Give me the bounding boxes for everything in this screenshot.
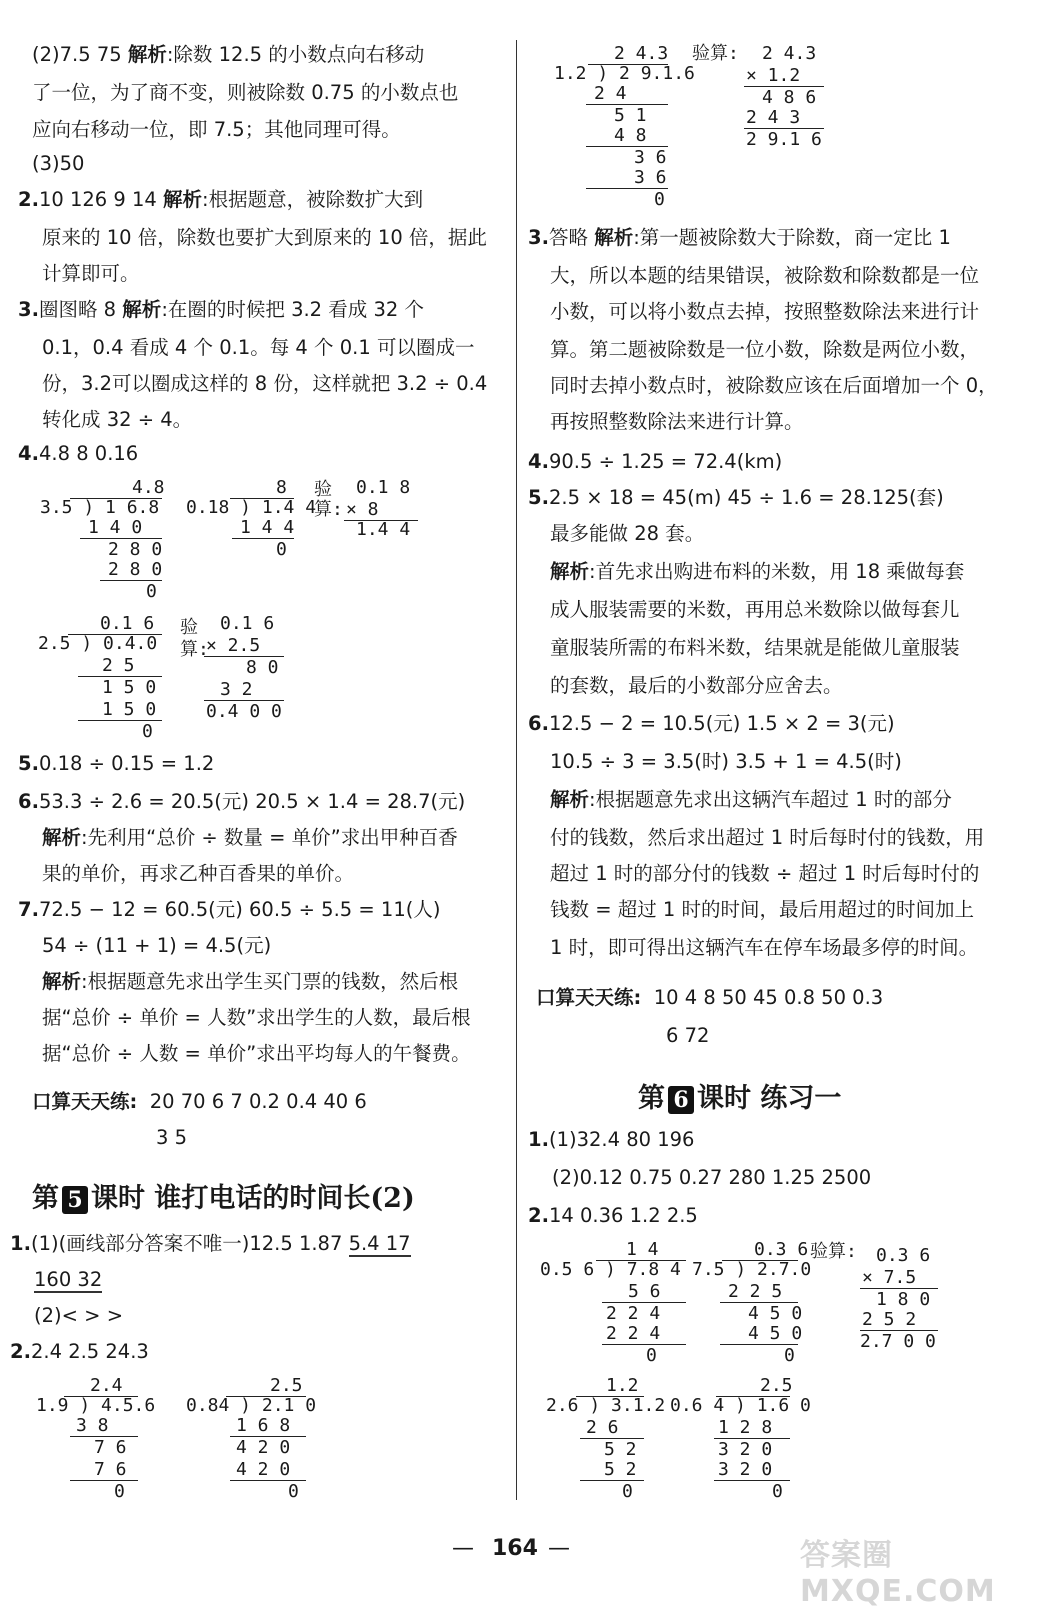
question-7: 7.72.5 − 12 = 60.5(元) 60.5 ÷ 5.5 = 11(人) [18, 898, 441, 921]
remainder: 0 [622, 1481, 633, 1502]
question-4: 4.4.8 8 0.16 [18, 442, 139, 465]
answer-line: (2)7.5 75 解析:除数 12.5 的小数点向右移动 [32, 43, 425, 66]
dividend: 0.18 ) 1.4 4 [186, 497, 317, 518]
check-line: × 8 [346, 499, 379, 520]
remainder: 0 [772, 1481, 783, 1502]
answer-line: (2)< > > [34, 1304, 124, 1327]
answer-line: 超过 1 时的部分付的钱数 ÷ 超过 1 时后每时付的 [550, 862, 980, 885]
answer-line: 54 ÷ (11 + 1) = 4.5(元) [42, 934, 272, 957]
answer-line: (2)0.12 0.75 0.27 280 1.25 2500 [552, 1166, 872, 1189]
answer-line: 付的钱数，然后求出超过 1 时后每时付的钱数，用 [550, 826, 985, 849]
dividend: 0.6 4 ) 1.6 0 [670, 1395, 811, 1416]
answer-line: 童服装所需的布料米数，结果就是能做儿童服装 [550, 636, 960, 659]
check-label: 验算: [692, 43, 739, 64]
check-line: × 1.2 [746, 65, 801, 86]
dividend: 7.5 ) 2.7.0 [692, 1259, 812, 1280]
step: 1 5 0 [102, 699, 157, 720]
check-line: 2 9.1 6 [746, 129, 822, 150]
check-line: 2 5 2 [862, 1309, 917, 1330]
step: 2 2 5 [728, 1281, 783, 1302]
answer-line: 解析:根据题意先求出这辆汽车超过 1 时的部分 [550, 788, 952, 811]
answer-line: 了一位，为了商不变，则被除数 0.75 的小数点也 [32, 81, 459, 104]
answer-line: 据“总价 ÷ 人数 = 单价”求出平均每人的午餐费。 [42, 1042, 471, 1065]
answer-line: 10.5 ÷ 3 = 3.5(时) 3.5 + 1 = 4.5(时) [550, 750, 902, 773]
check-line: 2.7 0 0 [860, 1331, 936, 1352]
lesson-number-badge: 5 [62, 1186, 88, 1214]
step: 1 5 0 [102, 677, 157, 698]
dividend: 0.5 6 ) 7.8 4 [540, 1259, 681, 1280]
dividend: 0.84 ) 2.1 0 [186, 1395, 317, 1416]
answer-line: 算。第二题被除数是一位小数，除数是两位小数， [550, 338, 980, 361]
step: 2 2 4 [606, 1303, 661, 1324]
remainder: 0 [654, 189, 665, 210]
remainder: 0 [142, 721, 153, 742]
section-question-1: 1.(1)(画线部分答案不唯一)12.5 1.87 5.4 17 [10, 1232, 411, 1255]
check-line: 2 4 3 [746, 107, 801, 128]
check-label: 验 [180, 617, 198, 638]
question-6: 6.12.5 − 2 = 10.5(元) 1.5 × 2 = 3(元) [528, 712, 895, 735]
question-6: 6.53.3 ÷ 2.6 = 20.5(元) 20.5 × 1.4 = 28.7(元) [18, 790, 466, 813]
remainder: 0 [784, 1345, 795, 1366]
answer-line: 的套数，最后的小数部分应舍去。 [550, 674, 843, 697]
question-3: 3.圈图略 8 解析:在圈的时候把 3.2 看成 32 个 [18, 298, 425, 321]
remainder: 0 [114, 1481, 125, 1502]
check-line: × 2.5 [206, 635, 261, 656]
check-line: 8 0 [246, 657, 279, 678]
check-line: 1.4 4 [356, 519, 411, 540]
dividend: 2.5 ) 0.4.0 [38, 633, 158, 654]
step: 2 5 [102, 655, 135, 676]
check-line: 1 8 0 [876, 1289, 931, 1310]
watermark: 答案圈 MXQE.COM [800, 1538, 996, 1609]
question-3: 3.答略 解析:第一题被除数大于除数，商一定比 1 [528, 226, 951, 249]
remainder: 0 [288, 1481, 299, 1502]
quotient: 1 4 [626, 1239, 659, 1260]
page-number: 164 [492, 1536, 538, 1561]
check-line: × 7.5 [862, 1267, 917, 1288]
quotient: 2 4.3 [614, 43, 669, 64]
quotient: 4.8 [132, 477, 165, 498]
remainder: 0 [276, 539, 287, 560]
check-label: 验 [314, 479, 332, 500]
mental-math: 6 72 [666, 1024, 710, 1047]
answer-line: 份，3.2可以圈成这样的 8 份，这样就把 3.2 ÷ 0.4 [42, 372, 488, 395]
quotient: 0.3 6 [754, 1239, 809, 1260]
question-5: 5.0.18 ÷ 0.15 = 1.2 [18, 752, 215, 775]
section-heading: 第 5 课时 谁打电话的时间长(2) [32, 1183, 415, 1214]
answer-line: 转化成 32 ÷ 4。 [42, 408, 193, 431]
check-line: 0.1 8 [356, 477, 411, 498]
section-heading: 第 6 课时 练习一 [638, 1083, 842, 1114]
answer-line: 应向右移动一位，即 7.5；其他同理可得。 [32, 118, 401, 141]
answer-line: 1 时，即可得出这辆汽车在停车场最多停的时间。 [550, 936, 979, 959]
answer-line: 大，所以本题的结果错误，被除数和除数都是一位 [550, 264, 980, 287]
section-question-1: 1.(1)32.4 80 196 [528, 1128, 695, 1151]
step: 5 1 [614, 105, 647, 126]
mental-math: 3 5 [156, 1126, 188, 1149]
answer-line: 解析:根据题意先求出学生买门票的钱数，然后根 [42, 970, 459, 993]
step: 3 6 [634, 147, 667, 168]
check-line: 2 4.3 [762, 43, 817, 64]
step: 1 2 8 [718, 1417, 773, 1438]
dividend: 1.2 ) 2 9.1.6 [554, 63, 695, 84]
check-line: 4 8 6 [762, 87, 817, 108]
step: 1 4 0 [88, 517, 143, 538]
check-line: 3 2 [220, 679, 253, 700]
answer-line: 成人服装需要的米数，再用总米数除以做每套儿 [550, 598, 960, 621]
remainder: 0 [646, 1345, 657, 1366]
answer-line: 0.1，0.4 看成 4 个 0.1。每 4 个 0.1 可以圈成一 [42, 336, 475, 359]
step: 2 8 0 [108, 539, 163, 560]
page-number-dash: — [548, 1536, 570, 1561]
answer-line: 原来的 10 倍，除数也要扩大到原来的 10 倍，据此 [42, 226, 487, 249]
dividend: 2.6 ) 3.1.2 [546, 1395, 666, 1416]
quotient: 2.4 [90, 1375, 123, 1396]
step: 4 2 0 [236, 1459, 291, 1480]
step: 2 6 [586, 1417, 619, 1438]
step: 4 8 [614, 125, 647, 146]
section-question-2: 2.2.4 2.5 24.3 [10, 1340, 149, 1363]
answer-line: 160 32 [34, 1268, 103, 1291]
answer-line: 最多能做 28 套。 [550, 522, 705, 545]
page-number-dash: — [452, 1536, 474, 1561]
step: 5 6 [628, 1281, 661, 1302]
step: 5 2 [604, 1439, 637, 1460]
step: 2 8 0 [108, 559, 163, 580]
mental-math: 口算天天练: 20 70 6 7 0.2 0.4 40 6 [32, 1090, 367, 1113]
step: 3 2 0 [718, 1439, 773, 1460]
answer-line: 同时去掉小数点时，被除数应该在后面增加一个 0， [550, 374, 998, 397]
quotient: 0.1 6 [100, 613, 155, 634]
quotient: 2.5 [270, 1375, 303, 1396]
remainder: 0 [146, 581, 157, 602]
step: 4 5 0 [748, 1303, 803, 1324]
step: 2 4 [594, 83, 627, 104]
question-2: 2.10 126 9 14 解析:根据题意，被除数扩大到 [18, 188, 424, 211]
answer-line: 再按照整数除法来进行计算。 [550, 410, 804, 433]
quotient: 1.2 [606, 1375, 639, 1396]
check-line: 0.4 0 0 [206, 701, 282, 722]
mental-math: 口算天天练: 10 4 8 50 45 0.8 50 0.3 [536, 986, 884, 1009]
lesson-number-badge: 6 [668, 1086, 694, 1114]
question-5: 5.2.5 × 18 = 45(m) 45 ÷ 1.6 = 28.125(套) [528, 486, 944, 509]
column-divider [516, 40, 517, 1500]
step: 3 6 [634, 167, 667, 188]
check-line: 0.1 6 [220, 613, 275, 634]
section-question-2: 2.14 0.36 1.2 2.5 [528, 1204, 698, 1227]
dividend: 1.9 ) 4.5.6 [36, 1395, 156, 1416]
check-label: 算: [314, 499, 343, 520]
quotient: 2.5 [760, 1375, 793, 1396]
answer-line: 小数，可以将小数点去掉，按照整数除法来进行计 [550, 300, 980, 323]
answer-line: 计算即可。 [42, 262, 140, 285]
step: 1 6 8 [236, 1415, 291, 1436]
step: 7 6 [94, 1437, 127, 1458]
step: 2 2 4 [606, 1323, 661, 1344]
step: 1 4 4 [240, 517, 295, 538]
question-4: 4.90.5 ÷ 1.25 = 72.4(km) [528, 450, 783, 473]
check-label: 验算: [810, 1241, 857, 1262]
answer-line: 钱数 = 超过 1 时的时间，最后用超过的时间加上 [550, 898, 975, 921]
answer-line: (3)50 [32, 152, 85, 175]
answer-line: 解析:先利用“总价 ÷ 数量 = 单价”求出甲种百香 [42, 826, 458, 849]
dividend: 3.5 ) 1 6.8 [40, 497, 160, 518]
step: 4 5 0 [748, 1323, 803, 1344]
quotient: 8 [276, 477, 287, 498]
step: 3 8 [76, 1415, 109, 1436]
step: 4 2 0 [236, 1437, 291, 1458]
step: 3 2 0 [718, 1459, 773, 1480]
step: 5 2 [604, 1459, 637, 1480]
answer-line: 果的单价，再求乙种百香果的单价。 [42, 862, 355, 885]
answer-line: 解析:首先求出购进布料的米数，用 18 乘做每套 [550, 560, 965, 583]
step: 7 6 [94, 1459, 127, 1480]
answer-line: 据“总价 ÷ 单价 = 人数”求出学生的人数，最后根 [42, 1006, 471, 1029]
check-line: 0.3 6 [876, 1245, 931, 1266]
check-label: 算: [180, 639, 209, 660]
